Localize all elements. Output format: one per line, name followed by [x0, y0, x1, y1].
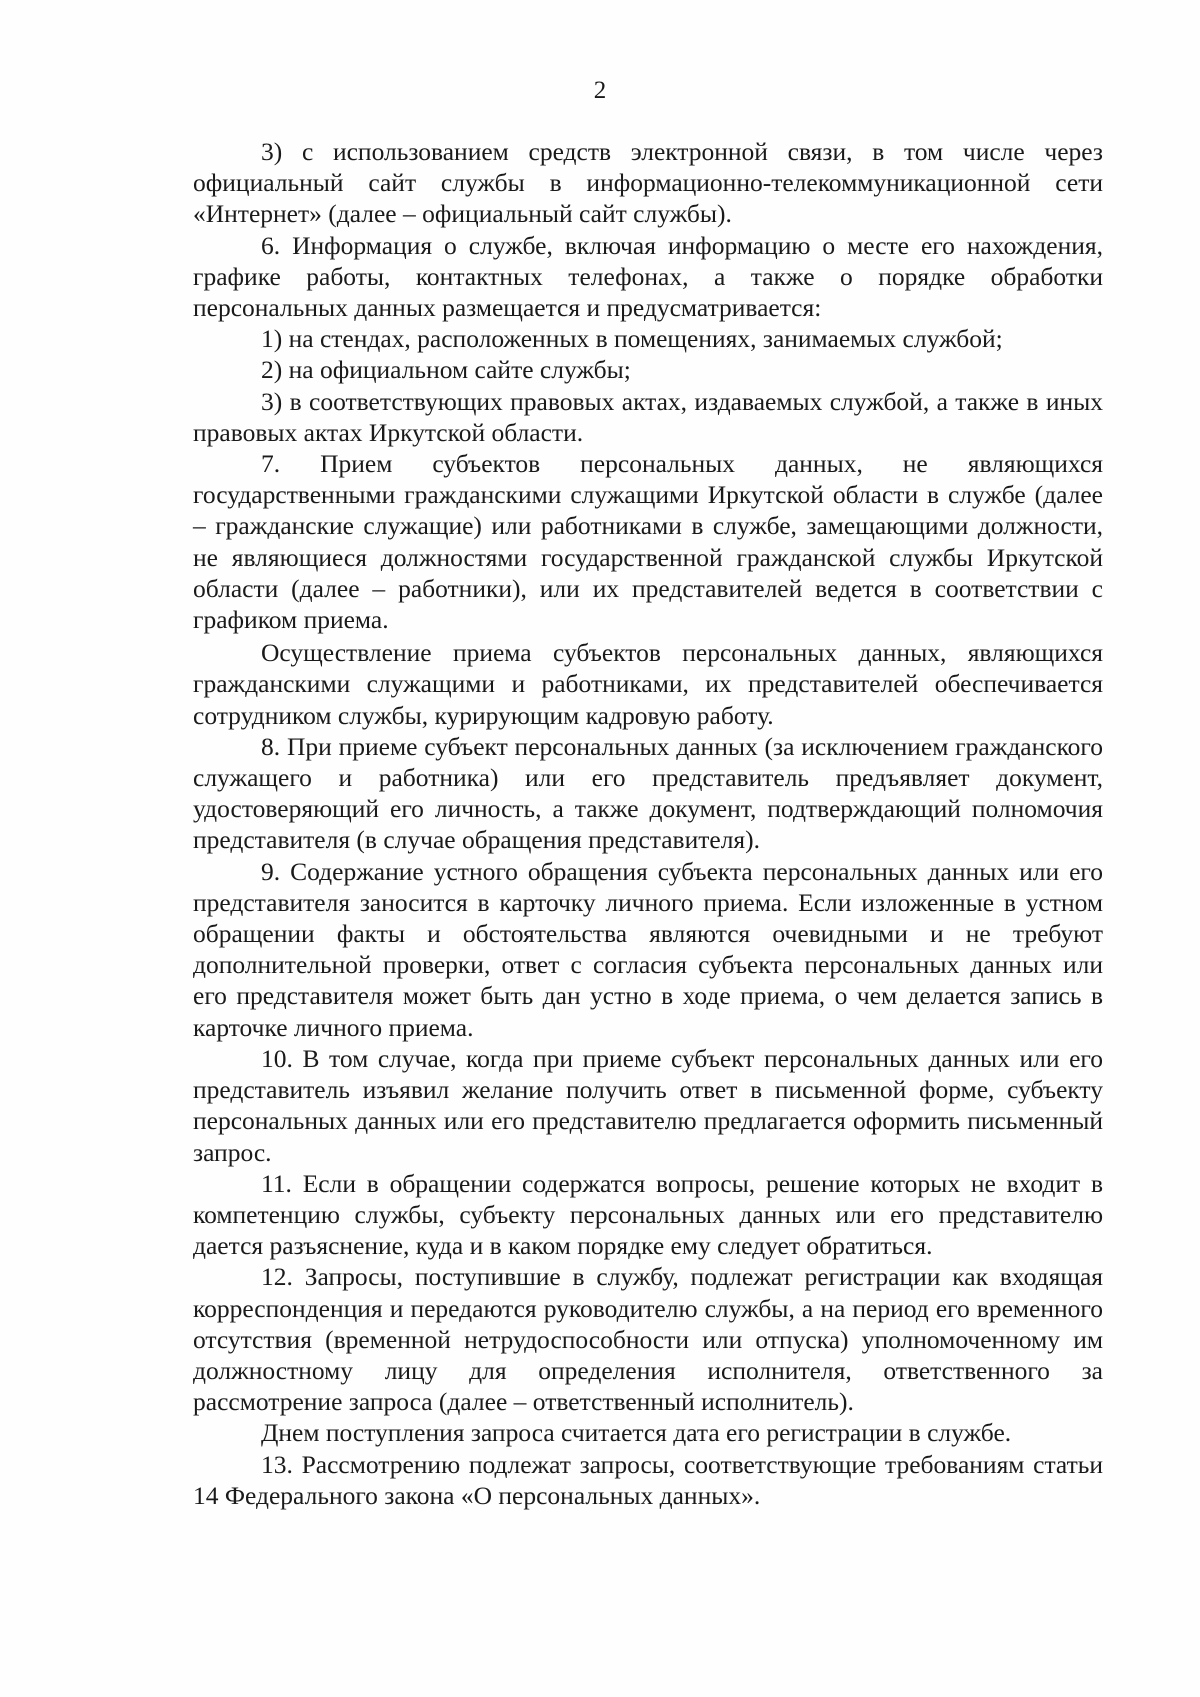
page-number: 2: [593, 77, 607, 104]
paragraph: 1) на стендах, расположенных в помещениях, занимаемых службой;: [261, 324, 1003, 354]
paragraph: 12. Запросы, поступившие в службу, подлежат регистрации как входящая корреспонденция и передаются руководителю службы, а на период его временного отсутствия (временной нетрудоспособности или отпуска) уполномоченному им должностному лицу для определения исполнителя, ответственного за рассмотрение запроса (далее – ответственный исполнитель).: [193, 1262, 1103, 1417]
paragraph: Осуществление приема субъектов персональных данных, являющихся гражданскими служащими и работниками, их представителей обеспечивается сотрудником службы, курирующим кадровую работу.: [193, 638, 1103, 730]
paragraph: 3) с использованием средств электронной связи, в том числе через официальный сайт службы в информационно-телекоммуникационной сети «Интернет» (далее – официальный сайт службы).: [193, 137, 1103, 229]
paragraph: Днем поступления запроса считается дата его регистрации в службе.: [261, 1418, 1012, 1448]
paragraph: 11. Если в обращении содержатся вопросы, решение которых не входит в компетенцию службы, субъекту персональных данных или его представителю дается разъяснение, куда и в каком порядке ему следует обратиться.: [193, 1168, 1103, 1261]
paragraph: 13. Рассмотрению подлежат запросы, соответствующие требованиям статьи 14 Федерального закона «О персональных данных».: [193, 1449, 1103, 1510]
paragraph: 6. Информация о службе, включая информацию о месте его нахождения, графике работы, контактных телефонах, а также о порядке обработки персональных данных размещается и предусматривается:: [193, 230, 1103, 323]
paragraph: 2) на официальном сайте службы;: [261, 355, 631, 385]
paragraph: 10. В том случае, когда при приеме субъект персональных данных или его представитель изъявил желание получить ответ в письменной форме, субъекту персональных данных или его представителю предлагается оформить письменный запрос.: [193, 1043, 1103, 1167]
paragraph: 8. При приеме субъект персональных данных (за исключением гражданского служащего и работника) или его представитель предъявляет документ, удостоверяющий его личность, а также документ, подтверждающий полномочия представителя (в случае обращения представителя).: [193, 731, 1103, 855]
paragraph: 7. Прием субъектов персональных данных, не являющихся государственными гражданскими служащими Иркутской области в службе (далее – гражданские служащие) или работниками в службе, замещающими должности, не являющиеся должностями государственной гражданской службы Иркутской области (далее – работники), или их представителей ведется в соответствии с графиком приема.: [193, 449, 1103, 635]
paragraph: 3) в соответствующих правовых актах, издаваемых службой, а также в иных правовых актах Иркутской области.: [193, 386, 1103, 447]
document-body: [193, 136, 1103, 1511]
paragraph: 9. Содержание устного обращения субъекта персональных данных или его представителя заносится в карточку личного приема. Если изложенные в устном обращении факты и обстоятельства являются очевидными и не требуют дополнительной проверки, ответ с согласия субъекта персональных данных или его представителя может быть дан устно в ходе приема, о чем делается запись в карточке личного приема.: [193, 856, 1103, 1042]
